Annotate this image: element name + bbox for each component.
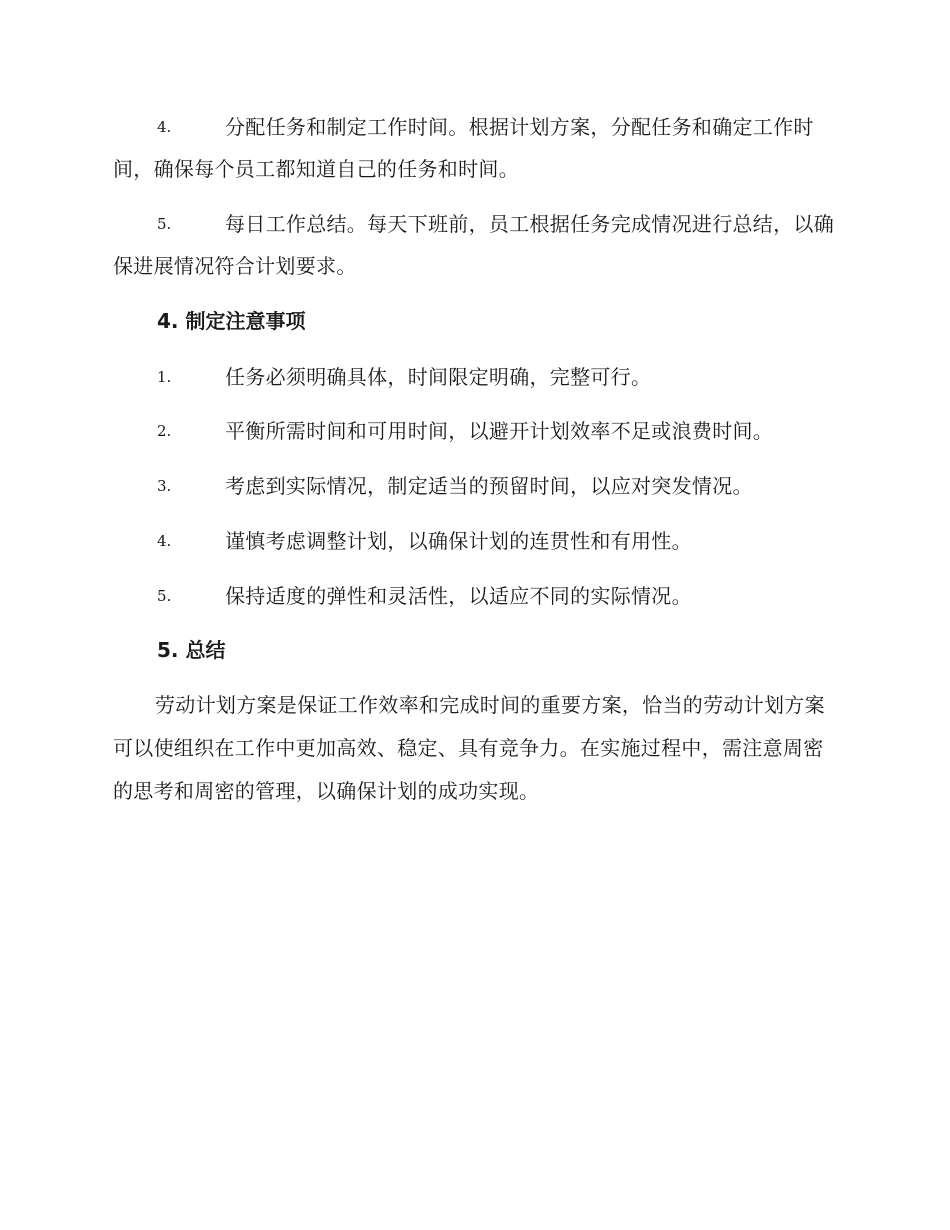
- list-number: 4.: [157, 532, 172, 550]
- summary-paragraph: 劳动计划方案是保证工作效率和完成时间的重要方案，恰当的劳动计划方案可以使组织在工作中更加高效、稳定、具有竞争力。在实施过程中，需注意周密的思考和周密的管理，以确保计划的成功实现。: [113, 693, 825, 803]
- list-text: 任务必须明确具体，时间限定明确，完整可行。: [225, 365, 652, 389]
- list-item: [113, 575, 835, 617]
- list-item: [113, 106, 835, 190]
- list-text: 平衡所需时间和可用时间，以避开计划效率不足或浪费时间。: [225, 419, 774, 443]
- list-text: 谨慎考虑调整计划，以确保计划的连贯性和有用性。: [225, 529, 692, 553]
- list-number: 3.: [157, 477, 172, 495]
- list-item: [113, 203, 835, 287]
- list-text: 分配任务和制定工作时间。根据计划方案，分配任务和确定工作时间，确保每个员工都知道自己的任务和时间。: [113, 115, 814, 181]
- list-number: 2.: [157, 422, 172, 440]
- list-text: 每日工作总结。每天下班前，员工根据任务完成情况进行总结，以确保进展情况符合计划要求。: [113, 212, 834, 278]
- section-heading-precautions: 4. 制定注意事项: [157, 309, 306, 333]
- list-item: [113, 356, 835, 398]
- list-number: 5.: [157, 215, 172, 233]
- list-text: 考虑到实际情况，制定适当的预留时间，以应对突发情况。: [225, 474, 753, 498]
- list-item: [113, 410, 835, 452]
- list-item: [113, 520, 835, 562]
- section-heading-summary: 5. 总结: [157, 638, 226, 662]
- list-number: 1.: [157, 368, 172, 386]
- list-number: 4.: [157, 118, 172, 136]
- list-item: [113, 465, 835, 507]
- list-text: 保持适度的弹性和灵活性，以适应不同的实际情况。: [225, 584, 692, 608]
- list-number: 5.: [157, 587, 172, 605]
